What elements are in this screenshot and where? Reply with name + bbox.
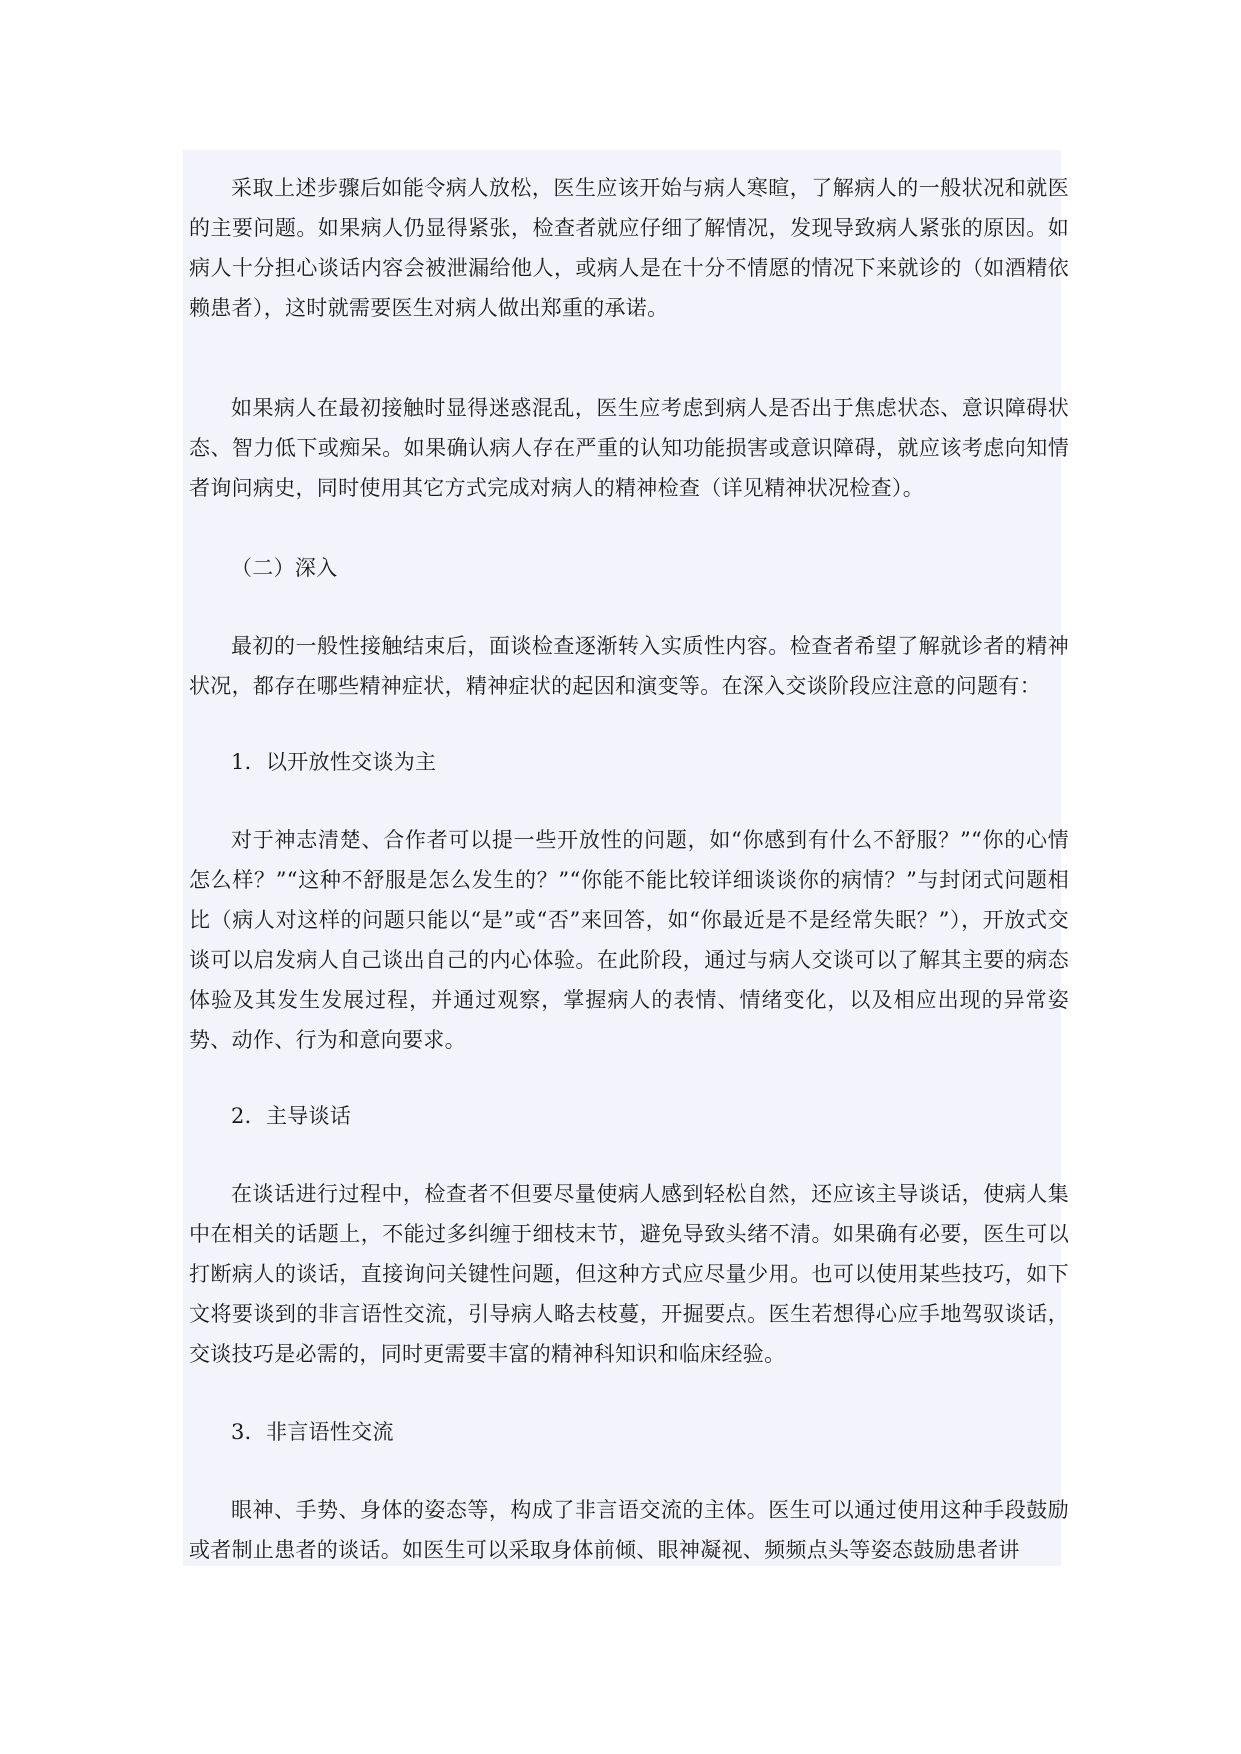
subheading-open-conversation: 1．以开放性交谈为主 xyxy=(231,750,437,774)
paragraph-rapport: 采取上述步骤后如能令病人放松，医生应该开始与病人寒暄，了解病人的一般状况和就医的主要问题。如果病人仍显得紧张，检查者就应仔细了解情况，发现导致病人紧张的原因。如病人十分担心谈话内容会被泄漏给他人，或病人是在十分不情愿的情况下来就诊的（如酒精依赖患者），这时就需要医生对病人做出郑重的承诺。 xyxy=(189,176,1069,320)
paragraph-open-questions: 对于神志清楚、合作者可以提一些开放性的问题，如“你感到有什么不舒服？”“你的心情怎么样？”“这种不舒服是怎么发生的？”“你能不能比较详细谈谈你的病情？”与封闭式问题相比（病人对这样的问题只能以“是”或“否”来回答，如“你最近是不是经常失眠？”），开放式交谈可以启发病人自己谈出自己的内心体验。在此阶段，通过与病人交谈可以了解其主要的病态体验及其发生发展过程，并通过观察，掌握病人的表情、情绪变化，以及相应出现的异常姿势、动作、行为和意向要求。 xyxy=(189,828,1069,1052)
paragraph-confusion: 如果病人在最初接触时显得迷惑混乱，医生应考虑到病人是否出于焦虑状态、意识障碍状态、智力低下或痴呆。如果确认病人存在严重的认知功能损害或意识障碍，就应该考虑向知情者询问病史，同时使用其它方式完成对病人的精神检查（详见精神状况检查）。 xyxy=(189,396,1069,500)
paragraph-substantive: 最初的一般性接触结束后，面谈检查逐渐转入实质性内容。检查者希望了解就诊者的精神状况，都存在哪些精神症状，精神症状的起因和演变等。在深入交谈阶段应注意的问题有： xyxy=(189,634,1069,698)
paragraph-lead-conversation: 在谈话进行过程中，检查者不但要尽量使病人感到轻松自然，还应该主导谈话，使病人集中在相关的话题上，不能过多纠缠于细枝末节，避免导致头绪不清。如果确有必要，医生可以打断病人的谈话，直接询问关键性问题，但这种方式应尽量少用。也可以使用某些技巧，如下文将要谈到的非言语性交流，引导病人略去枝蔓，开掘要点。医生若想得心应手地驾驭谈话，交谈技巧是必需的，同时更需要丰富的精神科知识和临床经验。 xyxy=(189,1182,1069,1366)
subheading-lead-conversation: 2．主导谈话 xyxy=(231,1104,352,1128)
paragraph-nonverbal: 眼神、手势、身体的姿态等，构成了非言语交流的主体。医生可以通过使用这种手段鼓励或者制止患者的谈话。如医生可以采取身体前倾、眼神凝视、频频点头等姿态鼓励患者讲 xyxy=(189,1498,1069,1562)
subheading-nonverbal: 3．非言语性交流 xyxy=(231,1420,394,1444)
section-heading-deepening: （二）深入 xyxy=(231,556,338,580)
